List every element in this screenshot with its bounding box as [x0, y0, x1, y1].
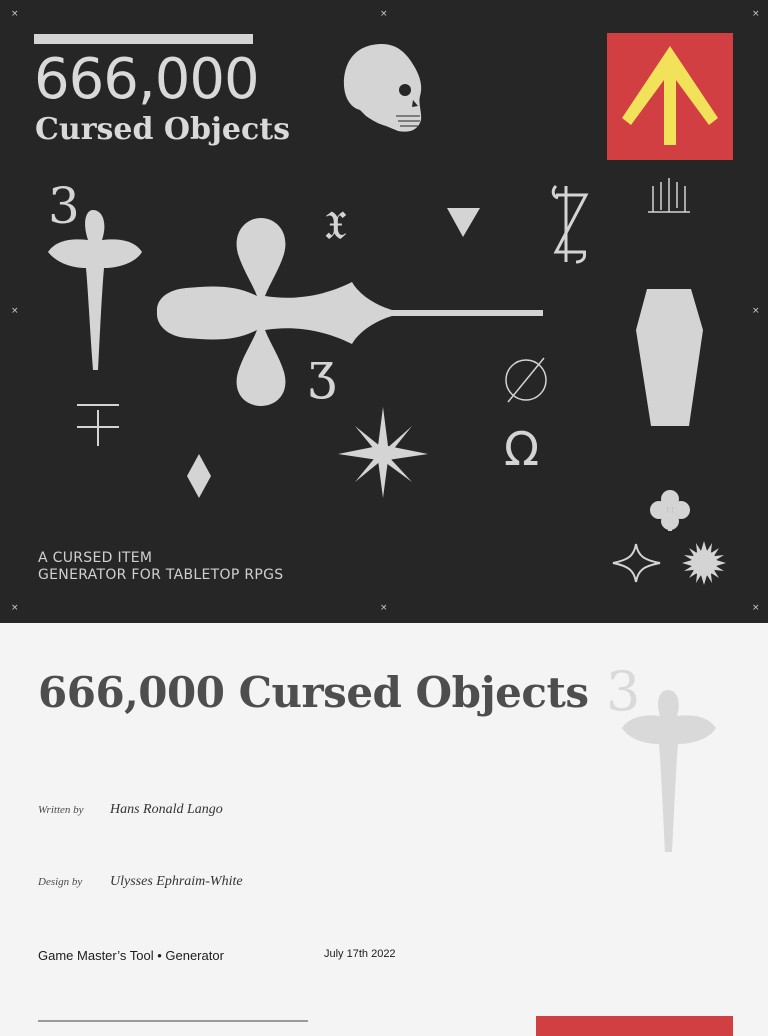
clover-icon: [650, 490, 690, 531]
candles-icon: [648, 178, 690, 212]
three-glyph: 3: [48, 177, 80, 235]
omega-glyph: Ω: [504, 422, 540, 476]
page-title: 666,000 Cursed Objects: [38, 668, 589, 717]
download-button[interactable]: [536, 1016, 733, 1036]
cover-number: 666,000: [34, 47, 259, 112]
description-text: [38, 1018, 328, 1024]
sigil-icon: [553, 186, 586, 262]
crop-mark: ×: [380, 603, 388, 613]
cover-subtitle: Cursed Objects: [35, 112, 290, 147]
crop-mark: ×: [11, 603, 19, 613]
star-icon: [338, 407, 428, 498]
category-label: Game Master’s Tool • Generator: [38, 948, 224, 963]
diamond-icon: [187, 454, 211, 498]
empty-set-icon: [506, 358, 546, 402]
publish-date: July 17th 2022: [324, 948, 396, 960]
design-by-value: Ulysses Ephraim-White: [110, 874, 243, 889]
crop-mark: ×: [752, 306, 760, 316]
written-by-value: Hans Ronald Lango: [110, 802, 223, 817]
written-by-label: Written by: [38, 804, 84, 816]
arrow-up-icon: [607, 33, 733, 160]
crop-mark: ×: [380, 9, 388, 19]
design-by-label: Design by: [38, 876, 83, 888]
svg-text:3: 3: [606, 660, 641, 723]
yogh-glyph: ʒ: [308, 342, 337, 400]
crop-mark: ×: [11, 306, 19, 316]
ornate-cross-icon: [157, 218, 543, 406]
crop-mark: ×: [752, 9, 760, 19]
crop-mark: ×: [752, 603, 760, 613]
tagline-line-1: A CURSED ITEM: [38, 550, 153, 566]
split-cross-icon: [77, 405, 119, 446]
fraktur-x-glyph: 𝔵: [324, 185, 348, 253]
triangle-down-icon: [447, 208, 480, 237]
crop-mark: ×: [11, 9, 19, 19]
sunburst-icon: [682, 541, 726, 585]
coffin-icon: [636, 289, 703, 426]
skull-icon: [344, 44, 421, 132]
tagline-line-2: GENERATOR FOR TABLETOP RPGS: [38, 567, 284, 583]
cover-tagline: [38, 550, 283, 584]
sparkle-icon: [613, 544, 660, 582]
cross-watermark-icon: [598, 660, 728, 860]
